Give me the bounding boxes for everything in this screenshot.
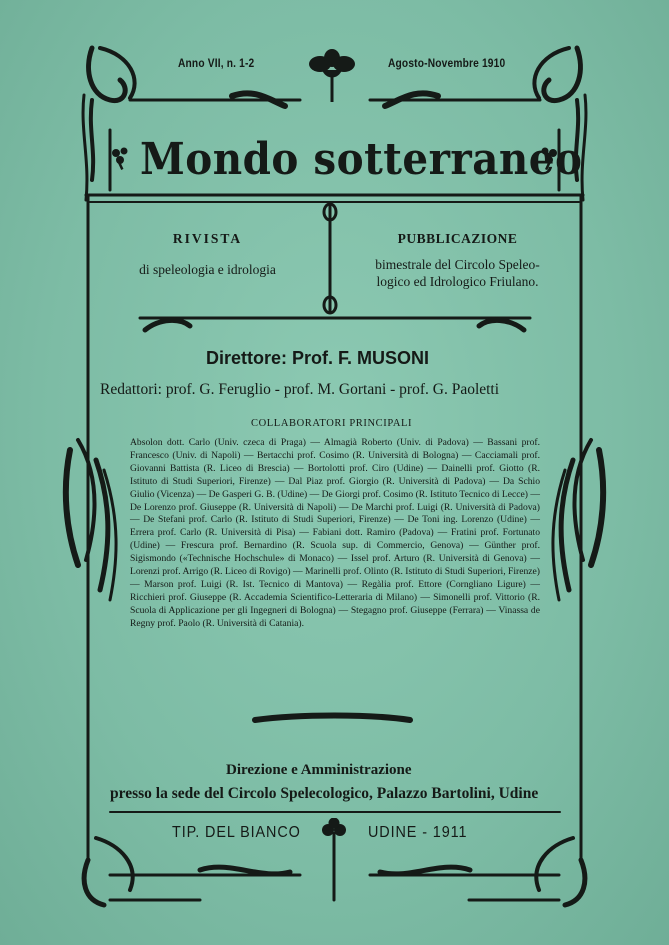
clover-icon [318, 818, 350, 848]
journal-title: Mondo sotterraneo [140, 134, 583, 185]
director-line: Direttore: Prof. F. MUSONI [206, 348, 430, 368]
collaborators-text: Absolon dott. Carlo (Univ. czeca di Praga) — Almagià Roberto (Univ. di Padova) — Bassani prof. Francesco (Univ. di Napoli) — Bertacchi prof. Cosimo (R. Università di Bologna) — Cacciamali prof. Giovanni Battista (R. Liceo di Brescia) — Bortolotti prof. Ciro (Udine) — Dainelli prof. Giotto (R. Istituto di Studi Superiori, Firenze) — Dal Piaz prof. Giorgio (R. Università di Padova) — Da Schio Giulio (Vicenza) — De Gasperi G. B. (Udine) — De Giorgi prof. Cosimo (R. Istituto Tecnico di Lecce) — De Lorenzo prof. Giuseppe (R. Università di Napoli) — De Marchi prof. Luigi (R. Università di Padova) — De Stefani prof. Carlo (R. Istituto di Studi Superiori, Firenze) — De Toni ing. Lorenzo (Udine) — Errera prof. Carlo (R. Università di Pisa) — Fabiani dott. Ramiro (Padova) — Fratini prof. Fortunato (Udine) — Frescura prof. Bernardino (R. Scuola sup. di Commercio, Genova) — Günther prof. Sigismondo («Technische Hochschule» di Monaco) — Issel prof. Arturo (R. Università di Genova) — Lorenzi prof. Arrigo (R. Liceo di Rovigo) — Marinelli prof. Olinto (R. Istituto di Studi Superiori, Firenze) — Marson prof. Luigi (R. Ist. Tecnico di Mantova) — Regàlia prof. Ettore (Corngliano Ligure) — Ricchieri prof. Giuseppe (R. Accademia Scientifico-Letteraria di Milano) — Simonelli prof. Vittorio (R. Scuola di Applicazione per gli Ingegneri di Bologna) — Stegagno prof. Giuseppe (Ferrara) — Vinassa de Regny prof. Paolo (R. Università di Catania). [130, 437, 540, 629]
left-column [95, 230, 320, 278]
print-place-year: UDINE - 1911 [368, 824, 468, 841]
right-column-caption: PUBBLICAZIONE [397, 231, 518, 246]
issue-date: Agosto-Novembre 1910 [388, 56, 506, 70]
sprig-icon [108, 145, 134, 171]
administration-line2: presso la sede del Circolo Spelecologico, Palazzo Bartolini, Udine [110, 785, 539, 802]
left-column-caption: RIVISTA [172, 231, 243, 246]
right-column-line1: bimestrale del Circolo Speleo- [375, 257, 540, 272]
right-column [340, 230, 575, 290]
issue-number: Anno VII, n. 1-2 [178, 56, 255, 70]
flower-ornament-icon [302, 46, 362, 106]
printer-name: TIP. DEL BIANCO [172, 824, 301, 841]
collaborators-heading: COLLABORATORI PRINCIPALI [251, 418, 413, 429]
right-column-line2: logico ed Idrologico Friulano. [376, 274, 539, 289]
editors-line: Redattori: prof. G. Feruglio - prof. M. Gortani - prof. G. Paoletti [100, 381, 500, 398]
administration-line1: Direzione e Amministrazione [226, 762, 412, 778]
collaborators-list [130, 437, 540, 631]
left-column-text: di speleologia e idrologia [139, 262, 276, 277]
